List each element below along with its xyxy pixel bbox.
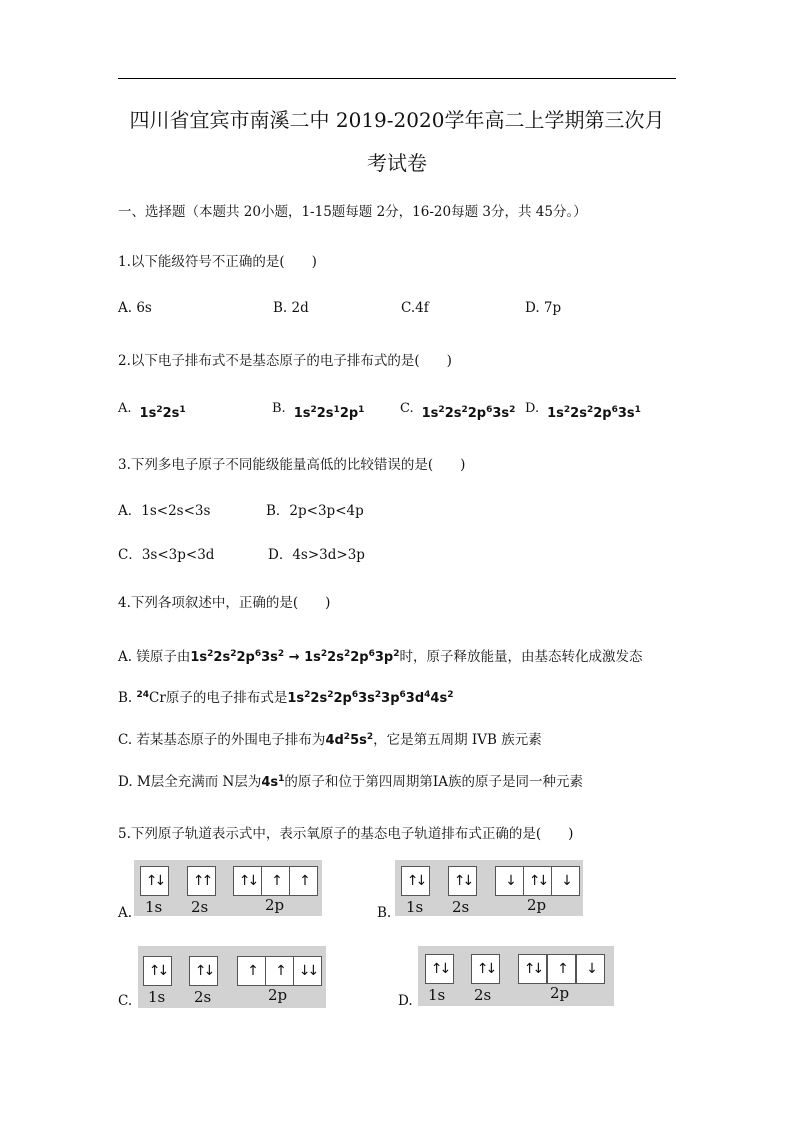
question-5-stem: 5.下列原子轨道表示式中，表示氧原子的基态电子轨道排布式正确的是( ) xyxy=(118,826,574,842)
q4-b-prefix: B. xyxy=(118,690,137,706)
orbital-label-2p: 2p xyxy=(550,984,570,1002)
orbital-label-2p: 2p xyxy=(268,986,288,1004)
orbital-box: ↑↓ xyxy=(448,866,477,896)
orbital-box: ↑ xyxy=(265,956,294,986)
q4-option-a: A. 镁原子由$1s^22s^22p^63s^2 \to 1s^22s^22p^63p^2$时，原子释放能量，由基态转化成激发态 xyxy=(118,649,643,665)
orbital-box: ↑ xyxy=(289,866,318,896)
q2-option-a-label: A. xyxy=(118,401,132,416)
orbital-label-2s: 2s xyxy=(452,898,470,916)
orbital-box: ↑↓ xyxy=(143,956,172,986)
orbital-label-1s: 1s xyxy=(406,898,424,916)
orbital-diagram-c xyxy=(138,946,326,1008)
orbital-box: ↑↓ xyxy=(518,954,547,984)
q2-option-c: C. $1s^22s^22p^63s^2$ xyxy=(400,401,516,421)
q4-a-suffix: 时，原子释放能量，由基态转化成激发态 xyxy=(399,649,643,665)
question-4-stem: 4.下列各项叙述中，正确的是( ) xyxy=(118,595,331,611)
orbital-label-2p: 2p xyxy=(265,896,285,914)
orbital-label-1s: 1s xyxy=(148,988,166,1006)
orbital-box: ↑↓ xyxy=(523,866,552,896)
orbital-box: ↑ xyxy=(261,866,290,896)
orbital-label-2s: 2s xyxy=(474,986,492,1004)
header-rule xyxy=(118,78,676,79)
q4-b-mid: Cr原子的电子排布式是 xyxy=(149,690,288,706)
page-title: 四川省宜宾市南溪二中 2019-2020学年高二上学期第三次月 xyxy=(129,108,665,132)
q3-option-d: D．4s>3d>3p xyxy=(268,547,365,563)
orbital-box: ↓ xyxy=(495,866,524,896)
q2-option-b-label: B. xyxy=(272,401,286,416)
orbital-box: ↑ xyxy=(237,956,266,986)
question-1-stem: 1.以下能级符号不正确的是( ) xyxy=(118,254,317,270)
q4-option-c: C. 若某基态原子的外围电子排布为$4d^25s^2$，它是第五周期 IVB 族元素 xyxy=(118,732,542,748)
orbital-label-2p: 2p xyxy=(527,896,547,914)
q2-option-b: B. $1s^22s^12p^1$ xyxy=(272,401,365,421)
q4-a-prefix: A. 镁原子由 xyxy=(118,649,191,665)
q4-option-d: D. M层全充满而 N层为$4s^1$的原子和位于第四周期第ⅠA族的原子是同一种元素 xyxy=(118,774,584,790)
orbital-box: ↑↓ xyxy=(189,956,218,986)
question-2-stem: 2.以下电子排布式不是基态原子的电子排布式的是( ) xyxy=(118,353,452,369)
q2-option-c-label: C. xyxy=(400,401,414,416)
q5-option-b-label: B. xyxy=(377,905,392,921)
orbital-box: ↓ xyxy=(551,866,580,896)
q3-option-b: B．2p<3p<4p xyxy=(266,503,364,519)
orbital-box: ↑↑ xyxy=(187,866,216,896)
q1-option-b: B. 2d xyxy=(273,300,309,316)
q5-option-d-label: D. xyxy=(398,993,413,1009)
orbital-box: ↓↓ xyxy=(293,956,322,986)
q1-option-a: A. 6s xyxy=(118,300,152,316)
q2-option-d-label: D. xyxy=(525,401,540,416)
q4-option-b: B. $^{24}$Cr原子的电子排布式是$1s^22s^22p^63s^23p^63d^44s^2$ xyxy=(118,690,454,706)
q3-option-c: C．3s<3p<3d xyxy=(118,547,215,563)
question-3-stem: 3.下列多电子原子不同能级能量高低的比较错误的是( ) xyxy=(118,457,466,473)
q2-option-a: A. $1s^22s^1$ xyxy=(118,401,186,421)
q1-option-d: D. 7p xyxy=(525,300,562,316)
q4-c-suffix: ，它是第五周期 IVB 族元素 xyxy=(373,732,542,748)
q2-option-d: D. $1s^22s^22p^63s^1$ xyxy=(525,401,641,421)
orbital-label-1s: 1s xyxy=(428,986,446,1004)
orbital-box: ↑ xyxy=(547,954,576,984)
q3-option-a: A．1s<2s<3s xyxy=(118,503,211,519)
q1-option-c: C.4f xyxy=(401,300,429,316)
orbital-box: ↑↓ xyxy=(233,866,262,896)
orbital-diagram-b xyxy=(395,860,583,916)
orbital-label-1s: 1s xyxy=(145,898,163,916)
orbital-label-2s: 2s xyxy=(191,898,209,916)
orbital-box: ↑↓ xyxy=(401,866,430,896)
orbital-box: ↑↓ xyxy=(425,954,454,984)
orbital-diagram-d xyxy=(418,946,614,1006)
section-heading: 一、选择题（本题共 20小题，1-15题每题 2分，16-20每题 3分，共 45分。） xyxy=(118,204,587,220)
page-title-line2: 考试卷 xyxy=(367,151,427,175)
orbital-label-2s: 2s xyxy=(194,988,212,1006)
orbital-box: ↑↓ xyxy=(140,866,169,896)
q5-option-a-label: A. xyxy=(118,905,133,921)
q4-c-prefix: C. 若某基态原子的外围电子排布为 xyxy=(118,732,326,748)
q4-d-suffix: 的原子和位于第四周期第ⅠA族的原子是同一种元素 xyxy=(284,774,584,790)
orbital-box: ↑↓ xyxy=(471,954,500,984)
orbital-diagram-a xyxy=(134,860,322,916)
q4-d-prefix: D. M层全充满而 N层为 xyxy=(118,774,262,790)
q5-option-c-label: C. xyxy=(118,993,133,1009)
orbital-box: ↓ xyxy=(576,954,605,984)
